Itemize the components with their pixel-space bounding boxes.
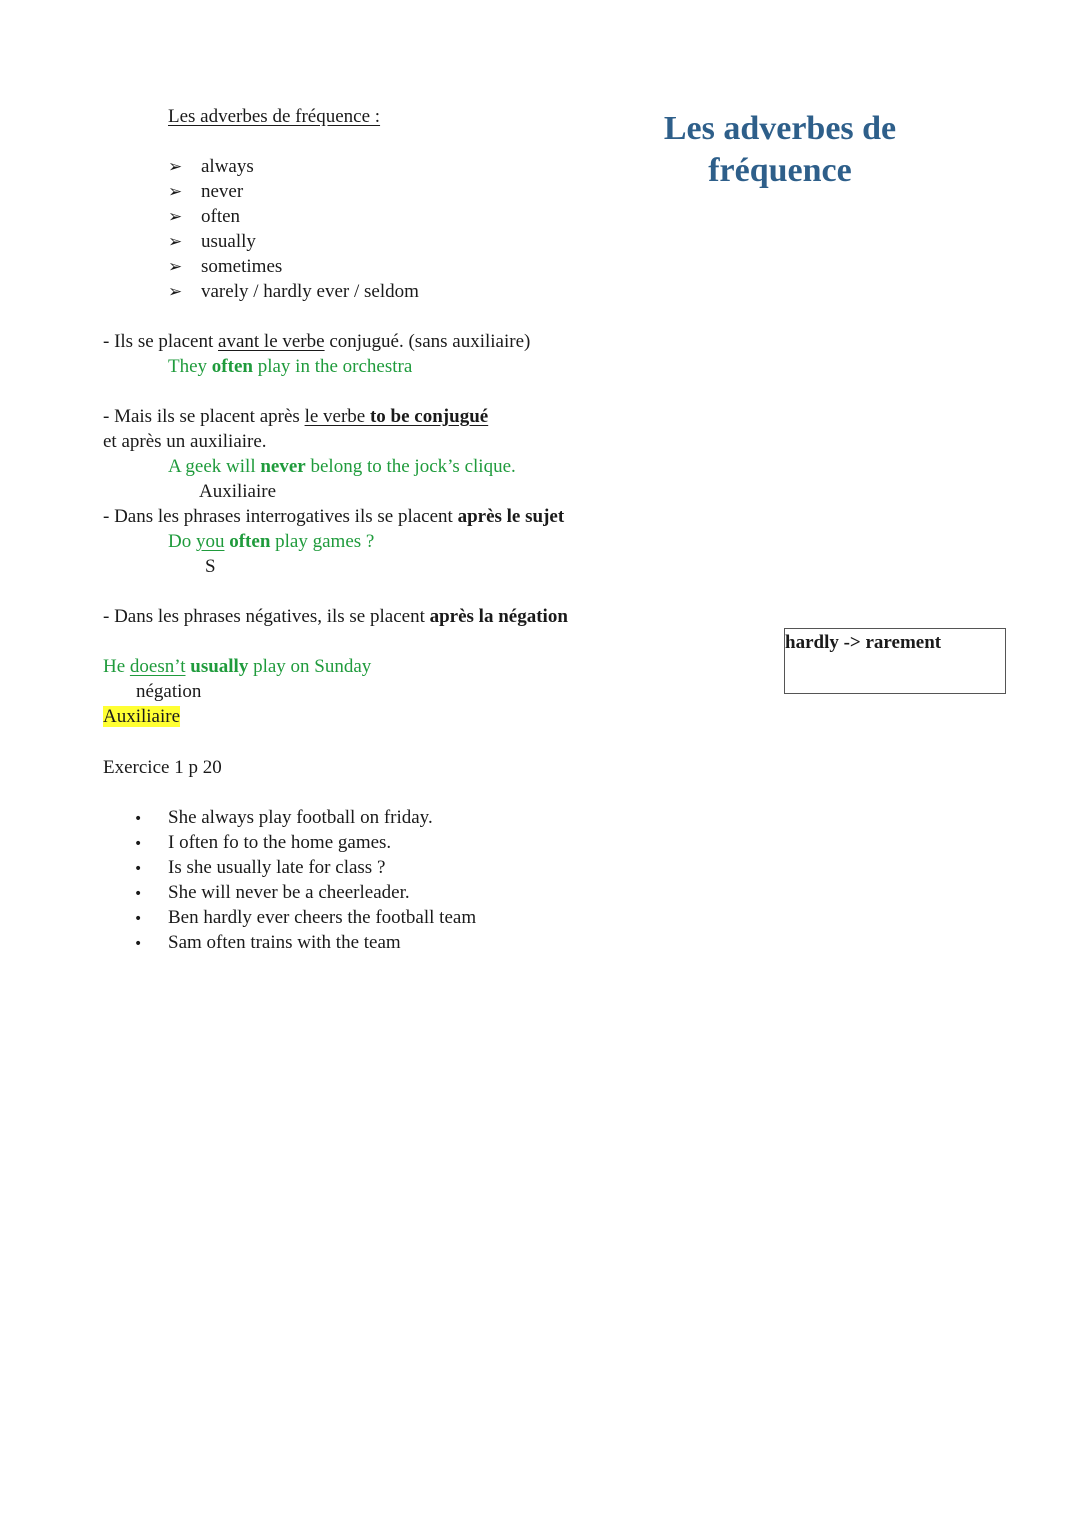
rule-1-example [168, 354, 412, 379]
example-adverb: usually [190, 656, 249, 677]
rule-1-underlined: avant le verbe [218, 331, 325, 352]
arrow-bullet-icon: ➢ [168, 257, 183, 277]
note-box-text: hardly -> rarement [785, 632, 942, 653]
rule-2-underlined-bold: to be conjugué [369, 406, 489, 427]
example-text: He [103, 656, 130, 677]
exercise-sentence: She always play football on friday. [168, 807, 433, 828]
rule-2-underlined [305, 406, 489, 427]
list-item [168, 179, 419, 204]
adverb-text: often [201, 206, 241, 227]
adverb-text: never [201, 181, 244, 202]
adverb-text: varely / hardly ever / seldom [201, 281, 419, 302]
example-subject: you [195, 531, 225, 552]
section-heading: Les adverbes de fréquence : [168, 106, 381, 127]
exercise-heading: Exercice 1 p 20 [103, 757, 222, 778]
list-item [134, 930, 476, 955]
example-adverb: often [229, 531, 271, 552]
arrow-bullet-icon: ➢ [168, 157, 183, 177]
rule-4-prefix: - Dans les phrases négatives, ils se placent [103, 606, 430, 627]
example-text: belong to the jock’s clique. [305, 456, 516, 477]
list-item [168, 204, 419, 229]
rule-3-bold: après le sujet [457, 506, 565, 527]
rule-1 [103, 329, 530, 354]
adverb-text: always [201, 156, 254, 177]
rule-2-example [168, 454, 516, 479]
exercise-sentence: Is she usually late for class ? [168, 857, 386, 878]
rule-4 [103, 604, 568, 629]
rule-4-example [103, 654, 371, 679]
rule-1-prefix: - Ils se placent [103, 331, 219, 352]
example-adverb: never [260, 456, 306, 477]
example-text: play on Sunday [248, 656, 372, 677]
exercise-list [134, 805, 476, 955]
arrow-bullet-icon: ➢ [168, 207, 183, 227]
page-title-line-1: Les adverbes de [663, 110, 897, 147]
list-item [134, 830, 476, 855]
rule-2-line-2: et après un auxiliaire. [103, 431, 267, 452]
rule-3 [103, 504, 564, 529]
rule-2-underlined-plain: le verbe [304, 406, 370, 427]
bullet-icon: • [134, 861, 143, 877]
adverb-list [168, 154, 419, 304]
bullet-icon: • [134, 836, 143, 852]
list-item [134, 880, 476, 905]
example-negation: doesn’t [129, 656, 186, 677]
highlighted-text: Auxiliaire [103, 706, 181, 727]
exercise-sentence: I often fo to the home games. [168, 832, 392, 853]
list-item [168, 229, 419, 254]
bullet-icon: • [134, 911, 143, 927]
example-text: A geek will [168, 456, 261, 477]
arrow-bullet-icon: ➢ [168, 282, 183, 302]
rule-2-prefix: - Mais ils se placent après [103, 406, 305, 427]
exercise-sentence: She will never be a cheerleader. [168, 882, 410, 903]
list-item [168, 254, 419, 279]
rule-3-example [168, 529, 374, 554]
adverb-text: usually [201, 231, 256, 252]
note-box [784, 628, 1006, 694]
rule-4-bold: après la négation [429, 606, 568, 627]
example-adverb: often [211, 356, 253, 377]
page-title [640, 108, 920, 192]
rule-1-suffix: conjugué. (sans auxiliaire) [324, 331, 531, 352]
rule-4-annotation-auxiliaire [103, 704, 180, 729]
list-item [168, 279, 419, 304]
exercise-sentence: Ben hardly ever cheers the football team [168, 907, 477, 928]
example-text: play games ? [270, 531, 375, 552]
rule-2 [103, 404, 488, 429]
page-title-line-2: fréquence [708, 152, 852, 189]
bullet-icon: • [134, 936, 143, 952]
bullet-icon: • [134, 886, 143, 902]
exercise-sentence: Sam often trains with the team [168, 932, 401, 953]
list-item [134, 805, 476, 830]
bullet-icon: • [134, 811, 143, 827]
arrow-bullet-icon: ➢ [168, 232, 183, 252]
example-text: They [168, 356, 212, 377]
example-text: Do [168, 531, 196, 552]
rule-3-annotation: S [205, 556, 216, 577]
adverb-text: sometimes [201, 256, 283, 277]
rule-4-annotation-negation: négation [136, 681, 202, 702]
list-item [134, 855, 476, 880]
list-item [134, 905, 476, 930]
rule-3-prefix: - Dans les phrases interrogatives ils se placent [103, 506, 458, 527]
example-text: play in the orchestra [252, 356, 413, 377]
arrow-bullet-icon: ➢ [168, 182, 183, 202]
rule-2-annotation: Auxiliaire [199, 481, 277, 502]
list-item [168, 154, 419, 179]
